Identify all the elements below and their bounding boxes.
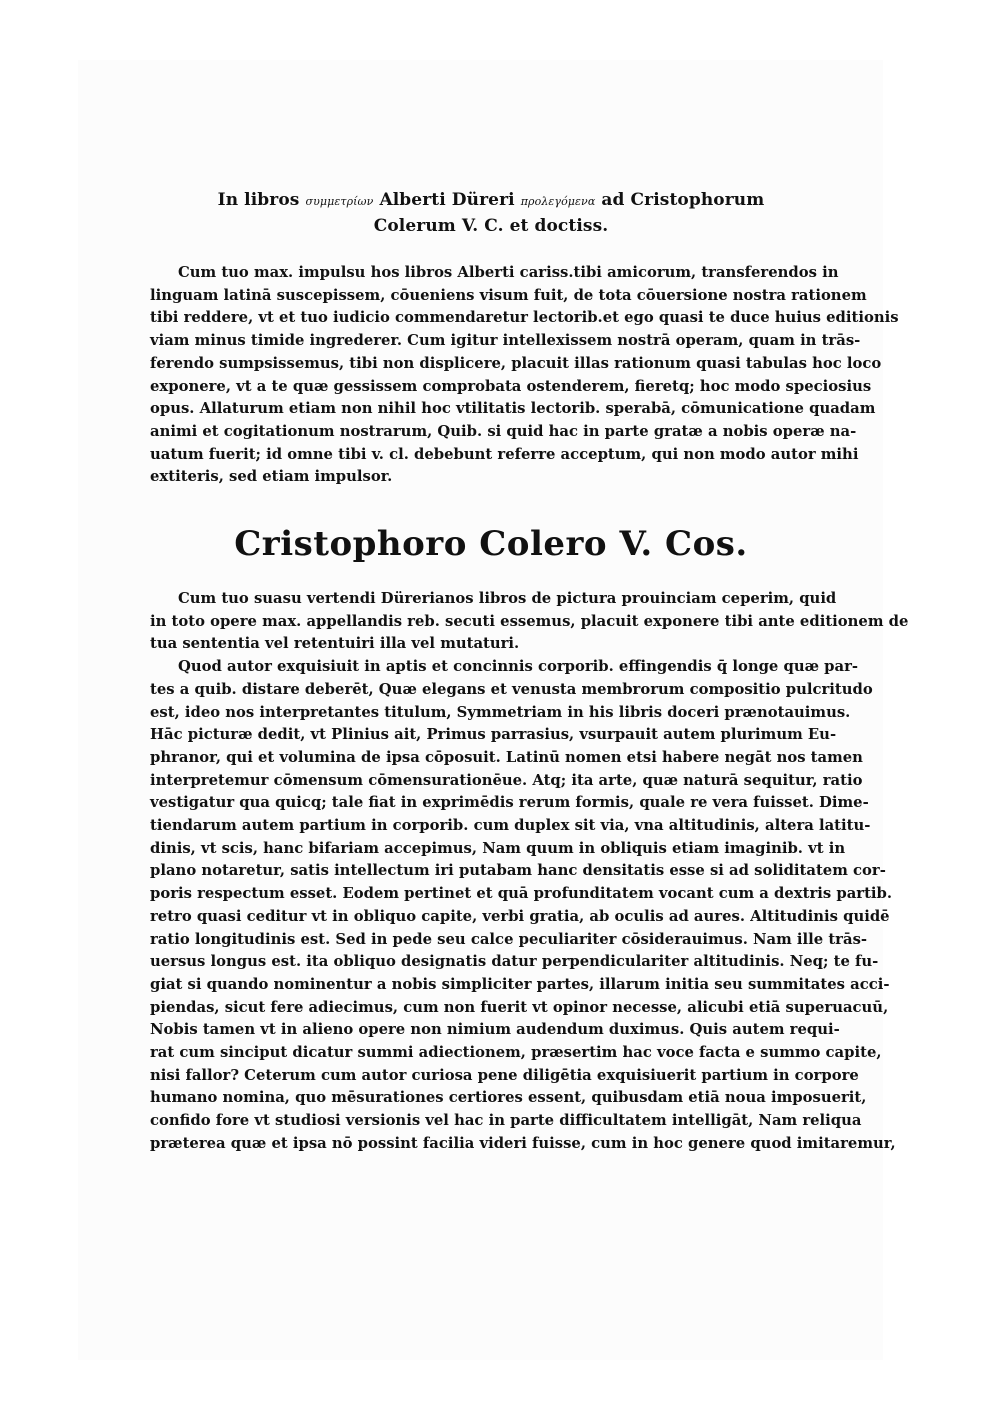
letter-title: Cristophoro Colero V. Cos. — [234, 524, 748, 564]
heading-part-b: Alberti Düreri — [379, 190, 515, 210]
letter-line: poris respectum esset. Eodem pertinet et quā profunditatem vocant cum a dextris partib. — [150, 885, 893, 903]
heading-part-c: ad Cristophorum — [601, 190, 765, 210]
letter-body — [150, 588, 909, 1156]
letter-line: tiendarum autem partium in corporib. cum duplex sit via, vna altitudinis, altera latitu- — [150, 817, 871, 835]
letter-line: Hāc picturæ dedit, vt Plinius ait, Primus parrasius, vsurpauit autem plurimum Eu- — [150, 726, 837, 744]
preface-line: extiteris, sed etiam impulsor. — [150, 468, 393, 486]
letter-line: retro quasi ceditur vt in obliquo capite, verbi gratia, ab oculis ad aures. Altitudinis quidē — [150, 907, 890, 925]
letter-line: vestigatur qua quicq; tale fiat in exprimēdis rerum formis, quale re vera fuisset. Dime- — [150, 794, 869, 812]
heading-greek-2: προλεγόμενα — [520, 195, 596, 208]
letter-line: nisi fallor? Ceterum cum autor curiosa pene diligētia exquisiuerit partium in corpore — [150, 1066, 859, 1084]
letter-line: Nobis tamen vt in alieno opere non nimium audendum duximus. Quis autem requi- — [150, 1021, 840, 1039]
letter-line: tes a quib. distare deberēt, Quæ elegans et venusta membrorum compositio pulcritudo — [150, 680, 873, 698]
letter-line: phranor, qui et volumina de ipsa cōposuit. Latinū nomen etsi habere negāt nos tamen — [150, 748, 863, 766]
letter-line: Quod autor exquisiuit in aptis et concinnis corporib. effingendis q̄ longe quæ par- — [178, 658, 859, 676]
heading-greek-1: συμμετρίων — [305, 195, 374, 208]
preface-line: animi et cogitationum nostrarum, Quib. si quid hac in parte gratæ a nobis operæ na- — [150, 422, 857, 440]
letter-line: giat si quando nominentur a nobis simpliciter partes, illarum initia seu summitates acci- — [150, 975, 890, 993]
letter-line: Cum tuo suasu vertendi Dürerianos libros de pictura prouinciam ceperim, quid — [178, 590, 837, 607]
preface-line: viam minus timide ingrederer. Cum igitur intellexissem nostrā operam, quam in trās- — [150, 332, 861, 350]
preface-line: Cum tuo max. impulsu hos libros Alberti cariss.tibi amicorum, transferendos in — [178, 264, 839, 281]
preface-line: opus. Allaturum etiam non nihil hoc vtilitatis lectorib. sperabā, cōmunicatione quadam — [150, 400, 876, 418]
letter-line: est, ideo nos interpretantes titulum, Symmetriam in his libris doceri prænotauimus. — [150, 703, 851, 721]
preface-line: linguam latinā suscepissem, cōueniens visum fuit, de tota cōuersione nostra rationem — [150, 286, 867, 304]
heading-line-2: Colerum V. C. et doctiss. — [373, 216, 609, 236]
heading-line-1 — [150, 188, 832, 214]
letter-line: uersus longus est. ita obliquo designatis datur perpendiculariter altitudinis. Neq; te fu- — [150, 953, 879, 971]
letter-line: dinis, vt scis, hanc bifariam accepimus, Nam quum in obliquis etiam imaginib. vt in — [150, 839, 846, 857]
preface-paragraph — [150, 262, 899, 489]
letter-line: rat cum sinciput dicatur summi adiectionem, præsertim hac voce facta e summo capite, — [150, 1044, 882, 1062]
preface-line: exponere, vt a te quæ gessissem comprobata ostenderem, fieretq; hoc modo speciosius — [150, 377, 872, 395]
letter-line: plano notaretur, satis intellectum iri putabam hanc densitatis esse si ad soliditatem cor- — [150, 862, 886, 880]
preface-line: ferendo sumpsissemus, tibi non displicere, placuit illas rationum quasi tabulas hoc loco — [150, 354, 882, 372]
preface-line: uatum fuerit; id omne tibi v. cl. debebunt referre acceptum, qui non modo autor mihi — [150, 445, 859, 463]
letter-line: ratio longitudinis est. Sed in pede seu calce peculiariter cōsiderauimus. Nam ille trās- — [150, 930, 868, 948]
preface-line: tibi reddere, vt et tuo iudicio commendaretur lectorib.et ego quasi te duce huius editionis — [150, 309, 899, 327]
letter-line: piendas, sicut fere adiecimus, cum non fuerit vt opinor necesse, alicubi etiā superuacuū, — [150, 998, 889, 1016]
letter-line: confido fore vt studiosi versionis vel hac in parte difficultatem intelligāt, Nam reliqua — [150, 1112, 862, 1130]
dedication-heading — [150, 188, 832, 238]
letter-line: humano nomina, quo mēsurationes certiores essent, quibusdam etiā noua imposuerit, — [150, 1089, 867, 1107]
letter-line: præterea quæ et ipsa nō possint facilia videri fuisse, cum in hoc genere quod imitaremur, — [150, 1134, 896, 1152]
letter-line: in toto opere max. appellandis reb. secuti essemus, placuit exponere tibi ante editionem de — [150, 612, 909, 630]
letter-line: interpretemur cōmensum cōmensurationēue. Atq; ita arte, quæ naturā sequitur, ratio — [150, 771, 863, 789]
heading-part-a: In libros — [217, 190, 300, 210]
letter-line: tua sententia vel retentuiri illa vel mutaturi. — [150, 635, 520, 653]
